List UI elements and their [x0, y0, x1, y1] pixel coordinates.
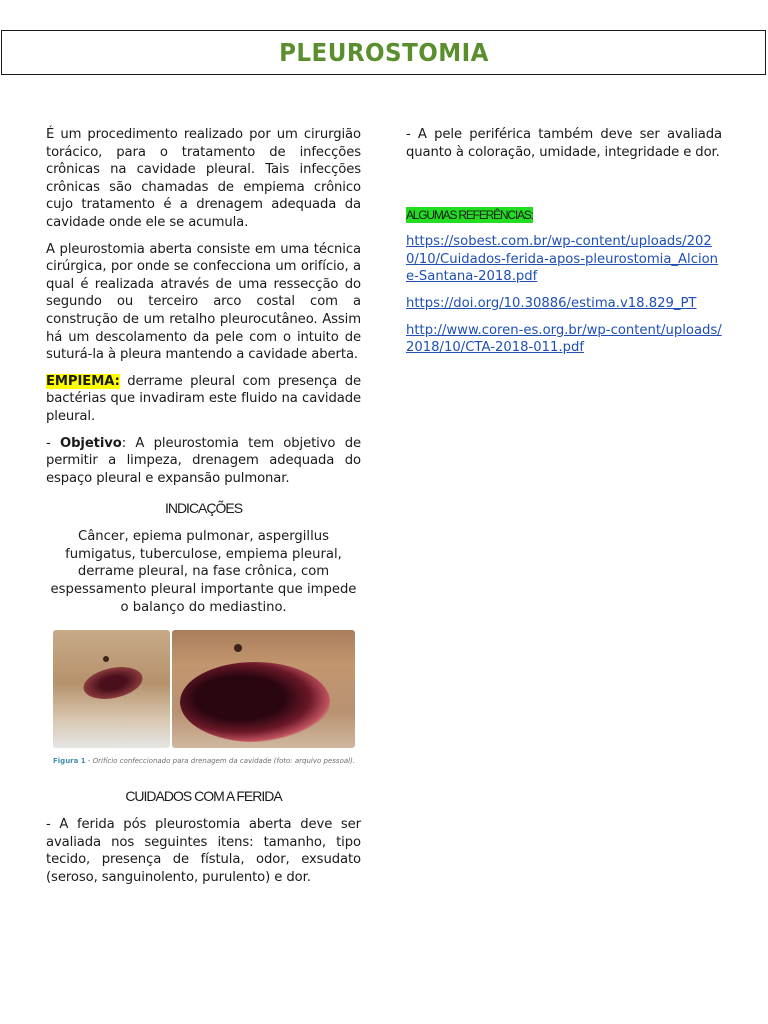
objetivo-text: : A pleurostomia tem objetivo de permitir a limpeza, drenagem adequada do espaço pleural e expansão pulmonar. [46, 435, 361, 486]
wound-photo-left [53, 630, 170, 748]
cuidados-text: - A ferida pós pleurostomia aberta deve ser avaliada nos seguintes itens: tamanho, tipo tecido, presença de fístula, odor, exsudato (seroso, sanguinolento, purulento) e dor. [46, 817, 361, 886]
empiema-label: EMPIEMA: [46, 373, 120, 389]
cuidados-heading: CUIDADOS COM A FERIDA [125, 788, 282, 805]
wound-photo-right [172, 630, 355, 748]
indicacoes-heading: INDICAÇÕES [164, 500, 243, 517]
reference-link-coren[interactable]: http://www.coren-es.org.br/wp-content/uploads/2018/10/CTA-2018-011.pdf [406, 322, 722, 356]
reference-link-sobest[interactable]: https://sobest.com.br/wp-content/uploads/2020/10/Cuidados-ferida-apos-pleurostomia_Alcione-Santana-2018.pdf [406, 234, 719, 285]
page-title: PLEUROSTOMIA [278, 38, 489, 67]
title-box [1, 30, 766, 75]
figure-caption-text: - Orifício confeccionado para drenagem da cavidade (foto: arquivo pessoal). [85, 757, 356, 766]
technique-paragraph: A pleurostomia aberta consiste em uma técnica cirúrgica, por onde se confecciona um orifício, a qual é realizada através de uma ressecção do segundo ou terceiro arco costal com a construção de um retalho pleurocutâneo. Assim há um descolamento da pele com o intuito de suturá-la à pleura mantendo a cavidade aberta. [46, 241, 361, 363]
pele-paragraph: - A pele periférica também deve ser avaliada quanto à coloração, umidade, integridade e dor. [406, 127, 722, 160]
empiema-text: derrame pleural com presença de bactérias que invadiram este fluido na cavidade pleural. [46, 373, 361, 424]
indicacoes-text: Câncer, epiema pulmonar, aspergillus fumigatus, tuberculose, empiema pleural, derrame pleural, na fase crônica, com espessamento pleural importante que impede o balanço do mediastino. [50, 529, 357, 615]
reference-link-doi[interactable]: https://doi.org/10.30886/estima.v18.829_PT [406, 295, 697, 311]
wound-opening [81, 662, 146, 704]
intro-paragraph: É um procedimento realizado por um cirurgião torácico, para o tratamento de infecções crônicas na cavidade pleural. Tais infecções crônicas são chamadas de empiema crônico cujo tratamento é a drenagem adequada da cavidade onde ele se acumula. [46, 127, 361, 230]
figure-label: Figura 1 [53, 757, 86, 766]
figure-1 [53, 630, 357, 770]
skin-mark [234, 644, 242, 652]
objetivo-label: Objetivo [59, 435, 122, 451]
figure-caption [53, 757, 355, 765]
objetivo-paragraph [46, 435, 361, 488]
empiema-paragraph [46, 373, 361, 426]
objetivo-prefix: - [46, 435, 60, 451]
wound-opening-closeup [180, 662, 330, 742]
skin-mark [103, 656, 109, 662]
references-heading: ALGUMAS REFERÊNCIAS: [406, 208, 533, 223]
right-column [406, 126, 722, 366]
left-column [46, 126, 361, 896]
